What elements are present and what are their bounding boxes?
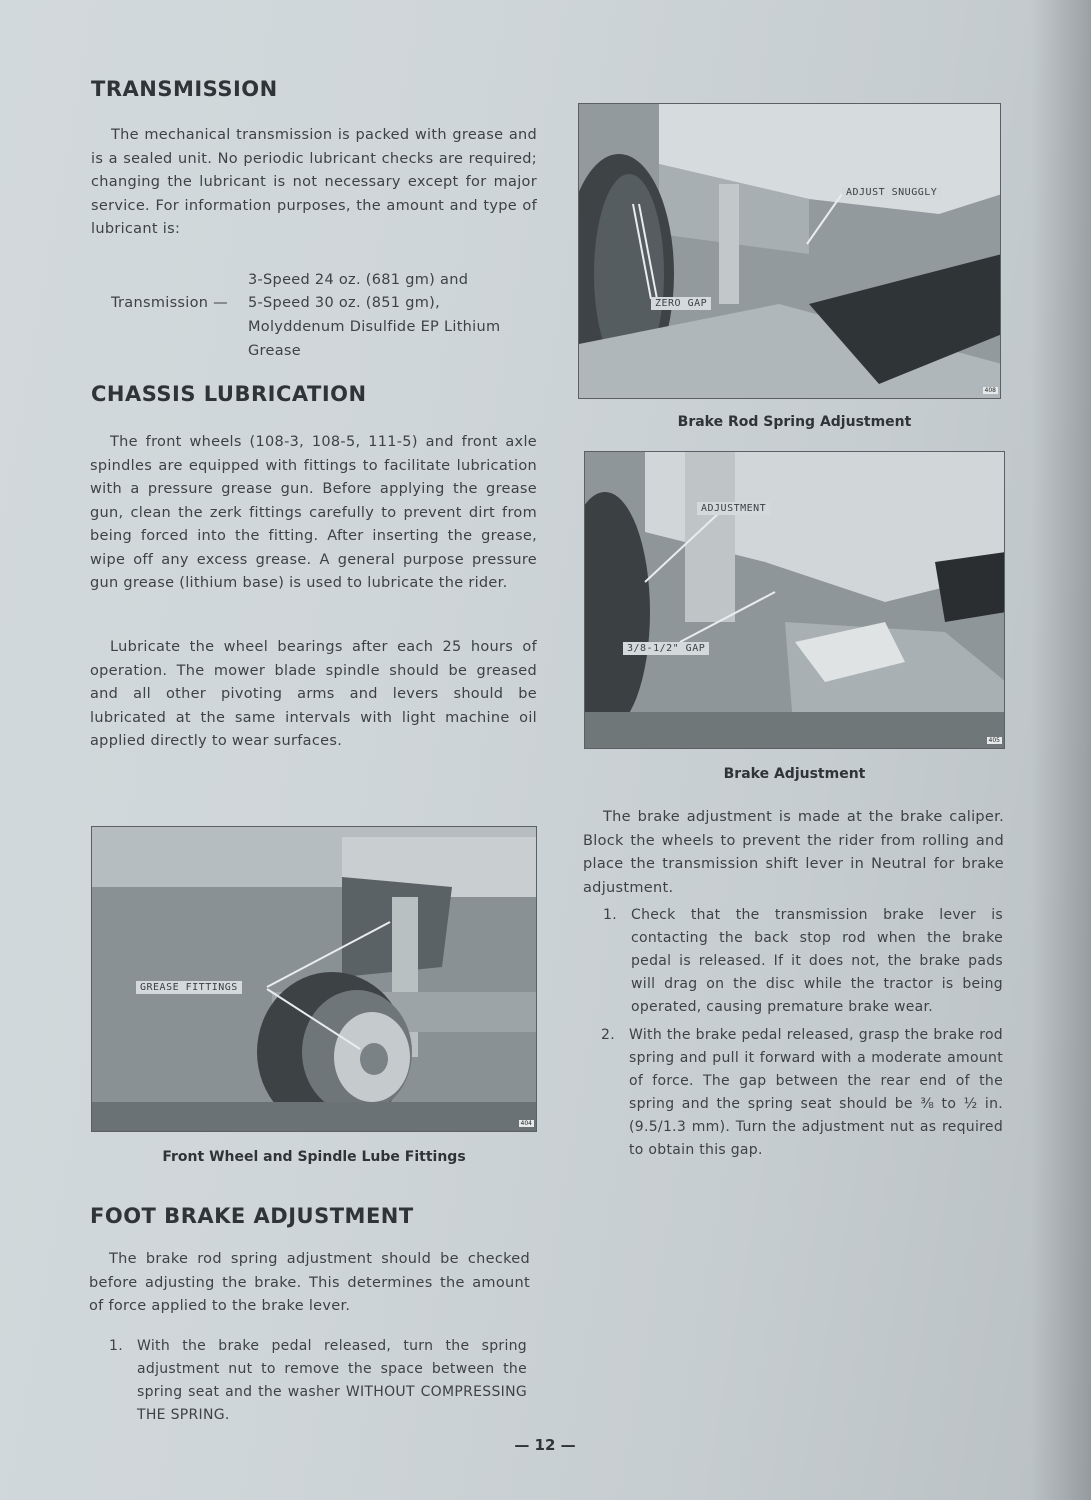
front-wheel-photo — [91, 826, 537, 1132]
front-wheel-caption: Front Wheel and Spindle Lube Fittings — [162, 1149, 466, 1165]
step-number: 1. — [603, 907, 617, 923]
step-number: 1. — [109, 1338, 123, 1354]
front-wheel-photo-number: 404 — [520, 1120, 532, 1127]
zero-gap-label: ZERO GAP — [651, 297, 711, 310]
brake-adjustment-caption: Brake Adjustment — [723, 766, 866, 782]
brake-adjustment-photo — [584, 451, 1005, 749]
step-text: Check that the transmission brake lever is contacting the back stop rod when the brake pedal is released. If it does not, the brake pads will drag on the disc while the tractor is being operated, causing premature brake wear. — [631, 907, 1003, 1015]
grease-fittings-label: GREASE FITTINGS — [136, 981, 242, 994]
chassis-paragraph-2: Lubricate the wheel bearings after each 25 hours of operation. The mower blade spindle should be greased and all other pivoting arms and levers should be lubricated at the same intervals with light machine oil applied directly to wear surfaces. — [90, 639, 537, 749]
chassis-paragraph-1: The front wheels (108-3, 108-5, 111-5) and front axle spindles are equipped with fittings to facilitate lubrication with a pressure grease gun. Before applying the grease gun, clean the zerk fittings carefully to prevent dirt from being forced into the fitting. After inserting the grease, wipe off any excess grease. A general purpose pressure gun grease (lithium base) is used to lubricate the rider. — [90, 434, 537, 591]
transmission-paragraph: The mechanical transmission is packed with grease and is a sealed unit. No periodic lubricant checks are required; changing the lubricant is not necessary except for major service. For information purposes, the amount and type of lubricant is: — [91, 127, 537, 237]
transmission-heading: TRANSMISSION — [91, 77, 278, 101]
chassis-lubrication-heading: CHASSIS LUBRICATION — [91, 382, 367, 406]
foot-brake-step-1 — [109, 1335, 529, 1430]
transmission-spec-line2: 5-Speed 30 oz. (851 gm), Molyddenum Disulfide EP Lithium Grease — [248, 295, 501, 359]
adjustment-label: ADJUSTMENT — [697, 502, 770, 515]
page-number: — 12 — — [514, 1436, 576, 1454]
transmission-spec-label: Transmission — — [111, 295, 228, 311]
brake-adjustment-photo-number: 405 — [988, 737, 1000, 744]
brake-adjustment-step-2 — [601, 1024, 1003, 1164]
step-text: With the brake pedal released, turn the spring adjustment nut to remove the space between the spring seat and the washer WITHOUT COMPRESSING THE SPRING. — [137, 1338, 527, 1423]
brake-rod-photo — [578, 103, 1001, 399]
adjust-snuggly-label: ADJUST SNUGGLY — [842, 186, 941, 199]
step-number: 2. — [601, 1027, 615, 1043]
brake-rod-caption: Brake Rod Spring Adjustment — [677, 414, 912, 430]
brake-adjustment-paragraph: The brake adjustment is made at the brake caliper. Block the wheels to prevent the rider from rolling and place the transmission shift lever in Neutral for brake adjustment. — [583, 809, 1004, 896]
brake-adjustment-illustration — [585, 452, 1005, 749]
brake-rod-photo-number: 408 — [984, 387, 996, 394]
brake-adjustment-step-1 — [603, 904, 1003, 1019]
transmission-spec-line1: 3-Speed 24 oz. (681 gm) and — [248, 272, 469, 288]
brake-rod-illustration — [579, 104, 1001, 399]
foot-brake-heading: FOOT BRAKE ADJUSTMENT — [90, 1204, 414, 1228]
page-edge-shadow — [1031, 0, 1091, 1500]
gap-label: 3/8-1/2" GAP — [623, 642, 709, 655]
front-wheel-illustration — [92, 827, 537, 1132]
foot-brake-paragraph: The brake rod spring adjustment should be checked before adjusting the brake. This determines the amount of force applied to the brake lever. — [89, 1251, 530, 1314]
step-text: With the brake pedal released, grasp the brake rod spring and pull it forward with a moderate amount of force. The gap between the rear end of the spring and the spring seat should be ⅜ to ½ in. (9.5/1.3 mm). Turn the adjustment nut as required to obtain this gap. — [629, 1027, 1003, 1158]
